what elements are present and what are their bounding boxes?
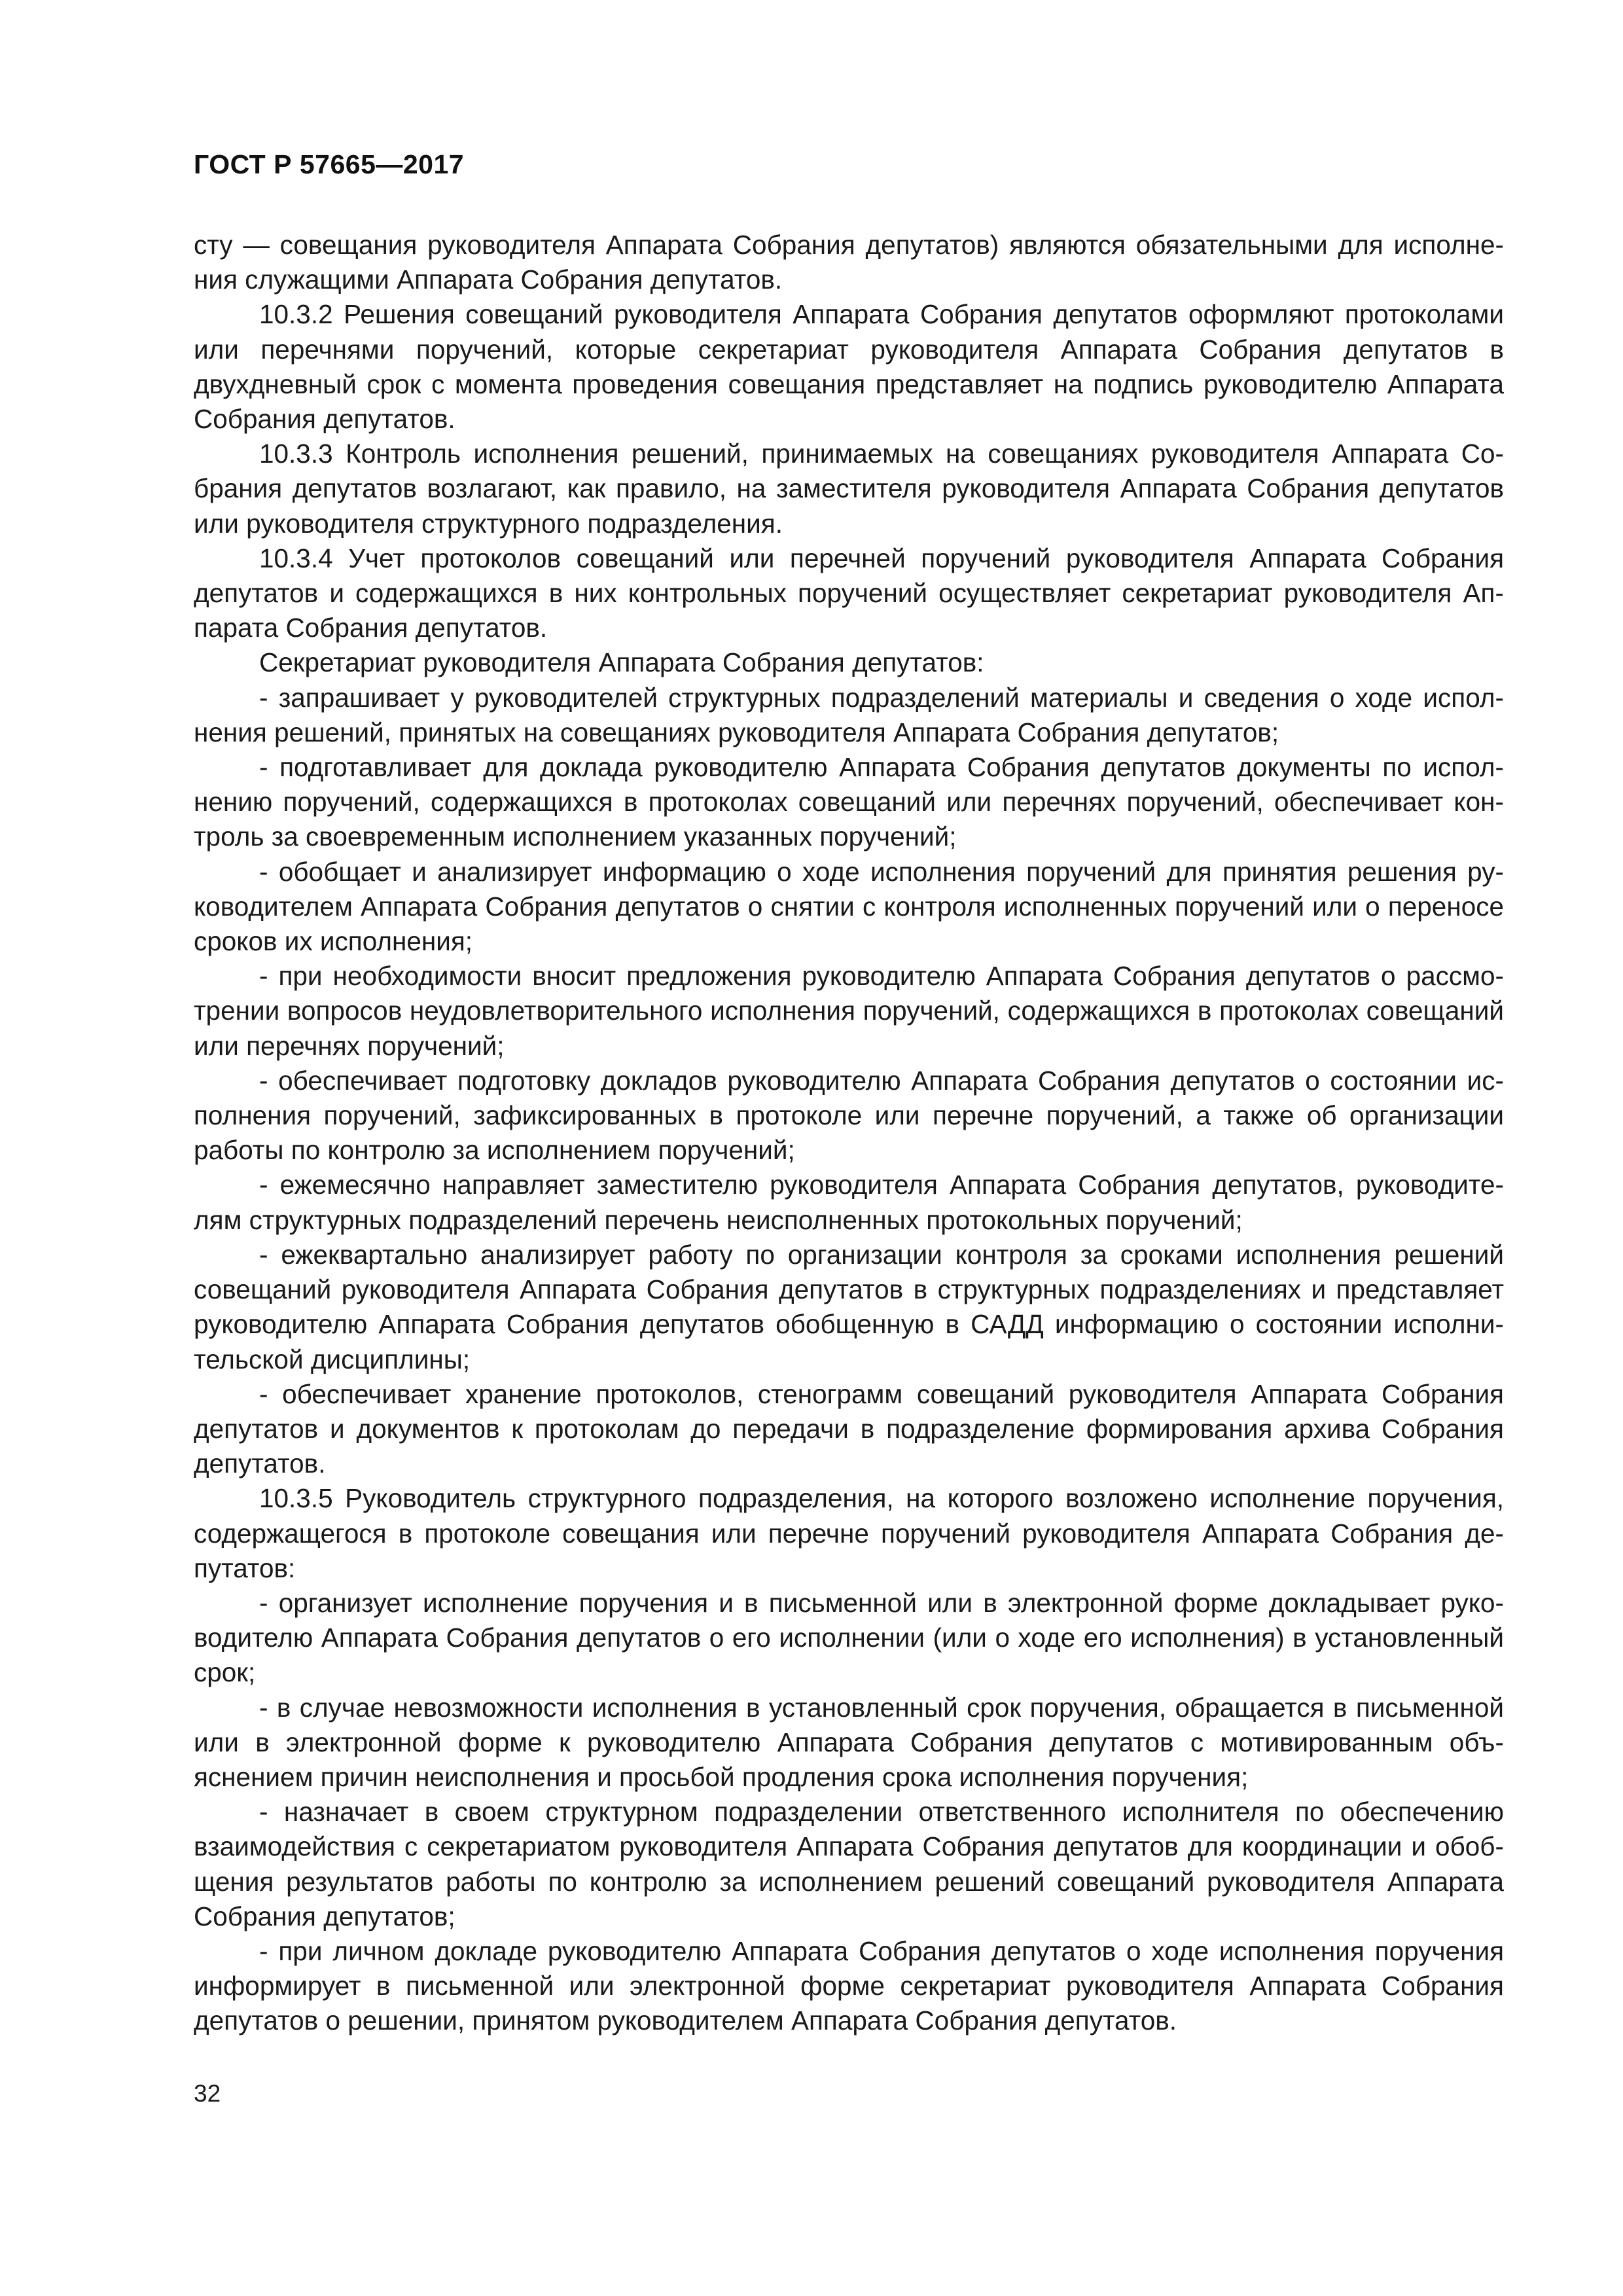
- document-body: [194, 228, 1504, 2039]
- list-item: - ежеквартально анализирует работу по организации контроля за сроками исполнения решений совещаний руководителя Аппарата Собрания депутатов в структурных подразделениях и представляет руководителю Аппарата Собрания депутатов обобщенную в САДД информацию о состоянии исполнительской дисциплины;: [194, 1239, 1504, 1374]
- list-item: - обобщает и анализирует информацию о ходе исполнения поручений для принятия решения руководителем Аппарата Собрания депутатов о снятии с контроля исполненных поручений или о переносе сроков их исполнения;: [194, 856, 1504, 957]
- list-item: - ежемесячно направляет заместителю руководителя Аппарата Собрания депутатов, руководителям структурных подразделений перечень неисполненных протокольных поручений;: [194, 1170, 1504, 1235]
- list-item: - при необходимости вносит предложения руководителю Аппарата Собрания депутатов о рассмотрении вопросов неудовлетворительного исполнения поручений, содержащихся в протоколах совещаний или перечнях поручений;: [194, 961, 1504, 1061]
- list-item: - назначает в своем структурном подразделении ответственного исполнителя по обеспечению взаимодействия с секретариатом руководителя Аппарата Собрания депутатов для координации и обобщения результатов работы по контролю за исполнением решений совещаний руководителя Аппарата Собрания депутатов;: [194, 1797, 1504, 1931]
- list-item: - организует исполнение поручения и в письменной или в электронной форме докладывает руководителю Аппарата Собрания депутатов о его исполнении (или о ходе его исполнения) в установленный срок;: [194, 1587, 1504, 1688]
- paragraph: 10.3.5 Руководитель структурного подразделения, на которого возложено исполнение поручения, содержащегося в протоколе совещания или перечне поручений руководителя Аппарата Собрания депутатов:: [194, 1483, 1504, 1583]
- paragraph: Секретариат руководителя Аппарата Собрания депутатов:: [259, 647, 984, 678]
- standard-designation: ГОСТ Р 57665—2017: [194, 149, 465, 179]
- paragraph: 10.3.4 Учет протоколов совещаний или перечней поручений руководителя Аппарата Собрания депутатов и содержащихся в них контрольных поручений осуществляет секретариат руководителя Аппарата Собрания депутатов.: [194, 543, 1504, 643]
- list-item: - обеспечивает подготовку докладов руководителю Аппарата Собрания депутатов о состоянии исполнения поручений, зафиксированных в протоколе или перечне поручений, а также об организации работы по контролю за исполнением поручений;: [194, 1065, 1504, 1166]
- list-item: - запрашивает у руководителей структурных подразделений материалы и сведения о ходе исполнения решений, принятых на совещаниях руководителя Аппарата Собрания депутатов;: [194, 682, 1504, 747]
- paragraph: 10.3.3 Контроль исполнения решений, принимаемых на совещаниях руководителя Аппарата Собрания депутатов возлагают, как правило, на заместителя руководителя Аппарата Собрания депутатов или руководителя структурного подразделения.: [194, 439, 1504, 539]
- list-item: - обеспечивает хранение протоколов, стенограмм совещаний руководителя Аппарата Собрания депутатов и документов к протоколам до передачи в подразделение формирования архива Собрания депутатов.: [194, 1378, 1504, 1479]
- page-number: 32: [194, 2080, 221, 2107]
- paragraph: сту — совещания руководителя Аппарата Собрания депутатов) являются обязательными для исполнения служащими Аппарата Собрания депутатов.: [194, 230, 1504, 295]
- list-item: - подготавливает для доклада руководителю Аппарата Собрания депутатов документы по исполнению поручений, содержащихся в протоколах совещаний или перечнях поручений, обеспечивает контроль за своевременным исполнением указанных поручений;: [194, 752, 1504, 852]
- paragraph: 10.3.2 Решения совещаний руководителя Аппарата Собрания депутатов оформляют протоколами или перечнями поручений, которые секретариат руководителя Аппарата Собрания депутатов в двухдневный срок с момента проведения совещания представляет на подпись руководителю Аппарата Собрания депутатов.: [194, 299, 1504, 435]
- list-item: - при личном докладе руководителю Аппарата Собрания депутатов о ходе исполнения поручения информирует в письменной или электронной форме секретариат руководителя Аппарата Собрания депутатов о решении, принятом руководителем Аппарата Собрания депутатов.: [194, 1935, 1504, 2036]
- list-item: - в случае невозможности исполнения в установленный срок поручения, обращается в письменной или в электронной форме к руководителю Аппарата Собрания депутатов с мотивированным объяснением причин неисполнения и просьбой продления срока исполнения поручения;: [194, 1692, 1504, 1792]
